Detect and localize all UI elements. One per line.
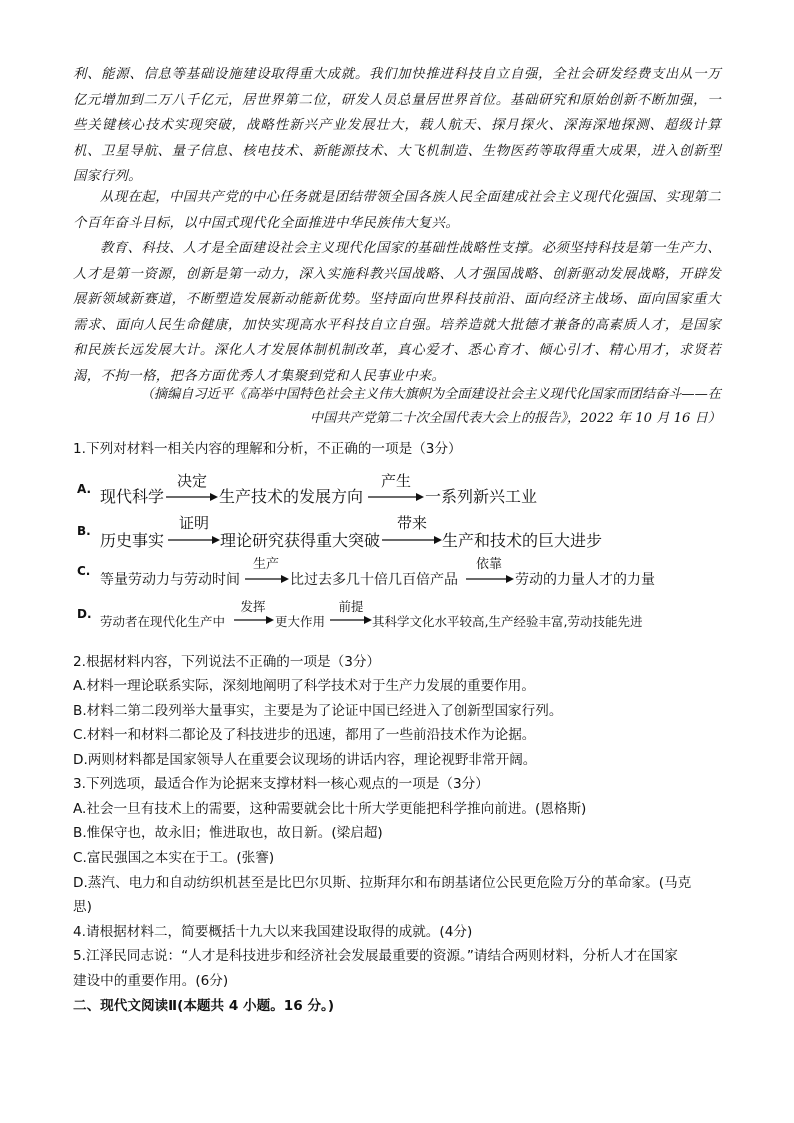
right-arrow-icon [466,574,514,584]
right-arrow-icon [166,492,218,502]
right-arrow-icon [382,535,442,545]
citation-line-2: 中国共产党第二十次全国代表大会上的报告》，2022 年 10 月 16 日） [309,411,721,426]
q1-option-d [73,598,723,638]
right-arrow-icon [245,574,289,584]
flow-node: 劳动者在现代化生产中 [100,614,226,629]
q1-option-c [73,557,723,597]
option-letter: A. [77,482,92,496]
q2-option-c: C.材料一和材料二都论及了科技进步的迅速，都用了一些前沿技术作为论据。 [73,727,536,743]
flow-node: 历史事实 [100,531,165,550]
arrow-label: 生产 [252,557,279,572]
flow-node: 一系列新兴工业 [425,487,538,506]
question-5-stem-line-1: 5.江泽民同志说：“人才是科技进步和经济社会发展最重要的资源。”请结合两则材料，分析人才在国家 [73,948,678,964]
question-3-stem: 3.下列选项，最适合作为论据来支撑材料一核心观点的一项是（3分） [73,776,489,792]
arrow-label: 前提 [338,599,364,614]
flow-node: 理论研究获得重大突破 [220,531,381,550]
option-letter: D. [77,607,92,621]
q3-option-c: C.富民强国之本实在于工。(张謇) [73,850,275,866]
flow-node: 现代科学 [100,487,165,506]
q2-option-b: B.材料二第二段列举大量事实，主要是为了论证中国已经进入了创新型国家行列。 [73,703,563,719]
q3-option-d: D.蒸汽、电力和自动纺织机甚至是比巴尔贝斯、拉斯拜尔和布朗基诸位公民更危险万分的革命家。(马克 [73,875,692,891]
section-heading: 二、现代文阅读Ⅱ(本题共 4 小题。16 分。) [73,998,335,1014]
material-paragraph-1: 利、能源、信息等基础设施建设取得重大成就。我们加快推进科技自立自强，全社会研发经费支出从一万亿元增加到二万八千亿元，居世界第二位，研发人员总量居世界首位。基础研究和原始创新不断加强，一些关键核心技术实现突破，战略性新兴产业发展壮大，载人航天、探月探火、深海深地探测、超级计算机、卫星导航、量子信息、核电技术、新能源技术、大飞机制造、生物医药等取得重大成果，进入创新型国家行列。 [73,67,721,185]
right-arrow-icon [330,615,372,625]
option-letter: C. [77,564,91,578]
flow-node: 生产和技术的巨大进步 [442,531,603,550]
q3-option-b: B.惟保守也，故永旧；惟进取也，故日新。(梁启超) [73,825,383,841]
arrow-label: 发挥 [240,599,266,614]
flow-node: 劳动的力量人才的力量 [515,572,655,588]
arrow-label: 产生 [380,472,411,490]
arrow-label: 依靠 [475,557,502,572]
material-paragraph-3: 教育、科技、人才是全面建设社会主义现代化国家的基础性战略性支撑。必须坚持科技是第一生产力、人才是第一资源，创新是第一动力，深入实施科教兴国战略、人才强国战略、创新驱动发展战略，开辟发展新领域新赛道，不断塑造发展新动能新优势。坚持面向世界科技前沿、面向经济主战场、面向国家重大需求、面向人民生命健康，加快实现高水平科技自立自强。培养造就大批德才兼备的高素质人才，是国家和民族长远发展大计。深化人才发展体制机制改革，真心爱才、悉心育才、倾心引才、精心用才，求贤若渴，不拘一格，把各方面优秀人才集聚到党和人民事业中来。 [73,241,721,384]
question-5-stem-line-2: 建设中的重要作用。(6分) [73,973,229,989]
citation-line-1: （摘编自习近平《高举中国特色社会主义伟大旗帜为全面建设社会主义现代化国家而团结奋斗——在 [140,387,721,402]
flow-node: 生产技术的发展方向 [219,487,364,506]
q1-option-b [73,512,723,552]
right-arrow-icon [234,615,274,625]
arrow-label: 证明 [178,514,209,532]
arrow-label: 带来 [396,514,427,532]
q1-option-a [73,468,723,508]
arrow-label: 决定 [176,472,207,490]
q2-option-a: A.材料一理论联系实际，深刻地阐明了科学技术对于生产力发展的重要作用。 [73,678,535,694]
material-paragraph-2: 从现在起，中国共产党的中心任务就是团结带领全国各族人民全面建成社会主义现代化强国、实现第二个百年奋斗目标，以中国式现代化全面推进中华民族伟大复兴。 [73,190,721,231]
option-letter: B. [77,524,91,538]
right-arrow-icon [368,492,424,502]
flow-node: 等量劳动力与劳动时间 [100,572,240,588]
q2-option-d: D.两则材料都是国家领导人在重要会议现场的讲话内容，理论视野非常开阔。 [73,752,537,768]
q3-option-d-continued: 思) [73,899,92,915]
right-arrow-icon [168,535,220,545]
question-1-stem: 1.下列对材料一相关内容的理解和分析，不正确的一项是（3分） [73,441,462,457]
question-4-stem: 4.请根据材料二，简要概括十九大以来我国建设取得的成就。(4分) [73,924,473,940]
question-2-stem: 2.根据材料内容，下列说法不正确的一项是（3分） [73,654,381,670]
flow-node: 比过去多几十倍几百倍产品 [290,572,458,588]
flow-node: 其科学文化水平较高,生产经验丰富,劳动技能先进 [372,614,643,629]
q3-option-a: A.社会一旦有技术上的需要，这种需要就会比十所大学更能把科学推向前进。(恩格斯) [73,801,587,817]
flow-node: 更大作用 [275,614,326,629]
